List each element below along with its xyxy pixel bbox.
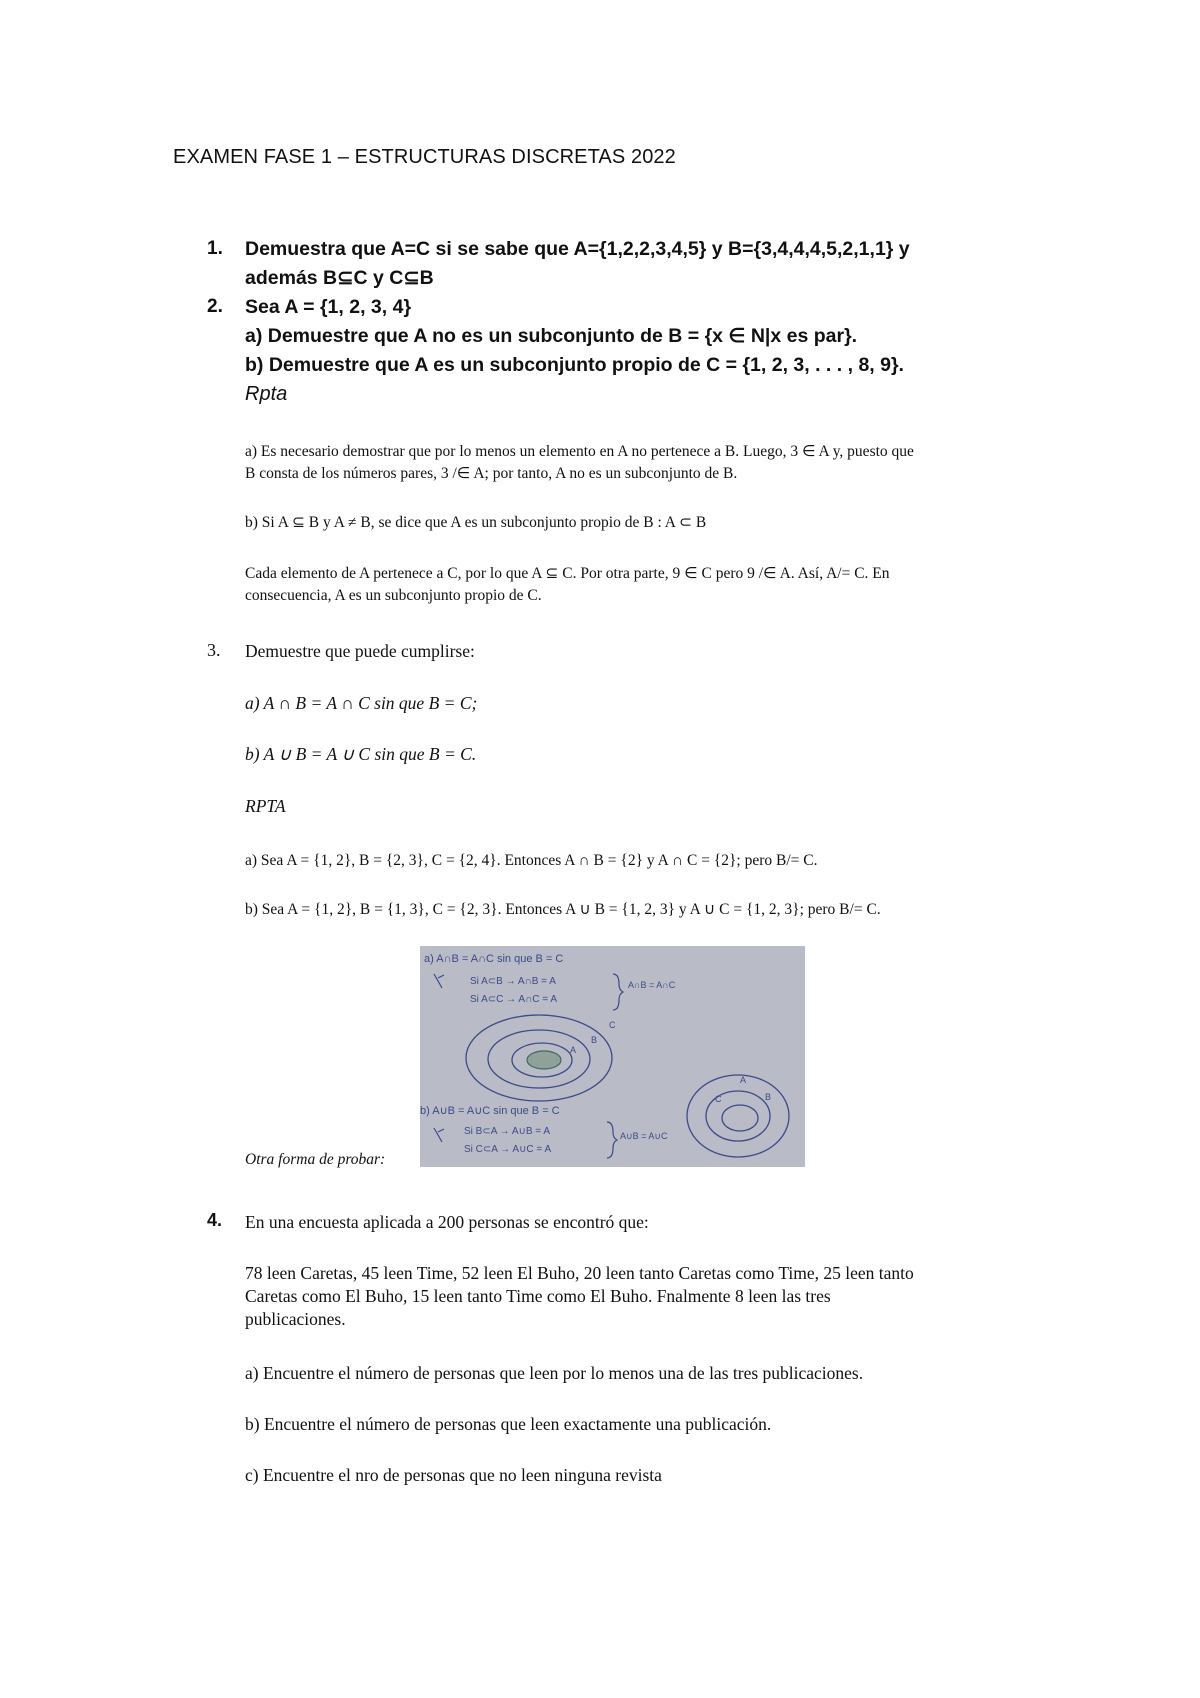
q2-text [245, 293, 904, 380]
q3-number: 3. [207, 640, 221, 660]
q4-paragraph [245, 1262, 1045, 1331]
photo-venn-label-a: A [570, 1045, 577, 1055]
q2-intro: Sea A = {1, 2, 3, 4} [245, 296, 412, 318]
photo-venn2-label-a: A [740, 1075, 747, 1085]
exam-title: EXAMEN FASE 1 – ESTRUCTURAS DISCRETAS 2022 [173, 146, 676, 168]
photo-venn-label-b: B [591, 1035, 598, 1045]
q4-part-a: a) Encuentre el número de personas que leen por lo menos una de las tres publicaciones. [245, 1363, 864, 1383]
q2-answer-b: b) Si A ⊆ B y A ≠ B, se dice que A es un subconjunto propio de B : A ⊂ B [245, 514, 707, 531]
q2-part-a: a) Demuestre que A no es un subconjunto de B = {x ∈ N|x es par}. [245, 325, 858, 347]
q2-answer-c [245, 563, 1045, 607]
q3-intro: Demuestre que puede cumplirse: [245, 641, 475, 661]
q1-number: 1. [207, 238, 223, 259]
photo-venn2-label-b: B [765, 1092, 772, 1102]
q4-paragraph-line3: publicaciones. [245, 1309, 346, 1329]
q2-answer-a [245, 441, 1045, 485]
q2-rpta-label: Rpta [245, 383, 288, 405]
q4-paragraph-line2: Caretas como El Buho, 15 leen tanto Time como El Buho. Fnalmente 8 leen las tres [245, 1286, 831, 1306]
photo-venn-label-c: C [609, 1020, 616, 1030]
q4-paragraph-line1: 78 leen Caretas, 45 leen Time, 52 leen El Buho, 20 leen tanto Caretas como Time, 25 leen tanto [245, 1263, 914, 1283]
q4-number: 4. [207, 1210, 223, 1230]
q3-answer-a: a) Sea A = {1, 2}, B = {2, 3}, C = {2, 4}. Entonces A ∩ B = {2} y A ∩ C = {2}; pero B/= C. [245, 852, 818, 869]
photo-b-line1: Si B⊂A → A∪B = A [464, 1126, 551, 1137]
q2-part-b: b) Demuestre que A es un subconjunto propio de C = {1, 2, 3, . . . , 8, 9}. [245, 354, 904, 376]
q2-answer-a-line2: B consta de los números pares, 3 /∈ A; por tanto, A no es un subconjunto de B. [245, 465, 738, 482]
q3-answer-b: b) Sea A = {1, 2}, B = {1, 3}, C = {2, 3}. Entonces A ∪ B = {1, 2, 3} y A ∪ C = {1, 2, 3}; pero B/= C. [245, 901, 881, 918]
q2-number: 2. [207, 296, 223, 317]
q4-intro: En una encuesta aplicada a 200 personas se encontró que: [245, 1212, 649, 1232]
alternative-proof-label: Otra forma de probar: [245, 1151, 386, 1168]
photo-a-result: A∩B = A∩C [628, 980, 676, 990]
photo-a-line1: Si A⊂B → A∩B = A [470, 976, 556, 987]
q3-part-b: b) A ∪ B = A ∪ C sin que B = C. [245, 744, 477, 764]
q1-line1: Demuestra que A=C si se sabe que A={1,2,2,3,4,5} y B={3,4,4,4,5,2,1,1} y [245, 238, 910, 260]
handwritten-proof-photo [420, 946, 805, 1167]
q3-rpta-label: RPTA [245, 796, 286, 816]
q3-part-a: a) A ∩ B = A ∩ C sin que B = C; [245, 693, 478, 713]
q1-line2: además B⊆C y C⊆B [245, 267, 434, 289]
q1-text [245, 235, 910, 293]
photo-b-result: A∪B = A∪C [620, 1131, 668, 1141]
photo-b-heading: b) A∪B = A∪C sin que B = C [420, 1105, 560, 1117]
q2-answer-c-line2: consecuencia, A es un subconjunto propio de C. [245, 587, 542, 604]
q2-answer-a-line1: a) Es necesario demostrar que por lo menos un elemento en A no pertenece a B. Luego, 3 ∈ A y, puesto que [245, 443, 914, 460]
photo-a-line2: Si A⊂C → A∩C = A [470, 994, 557, 1005]
q4-part-c: c) Encuentre el nro de personas que no leen ninguna revista [245, 1465, 662, 1485]
q4-part-b: b) Encuentre el número de personas que leen exactamente una publicación. [245, 1414, 772, 1434]
q2-answer-c-line1: Cada elemento de A pertenece a C, por lo que A ⊆ C. Por otra parte, 9 ∈ C pero 9 /∈ A. Así, A/= C. En [245, 565, 890, 582]
photo-venn2-label-c: C [715, 1094, 722, 1104]
photo-b-line2: Si C⊂A → A∪C = A [464, 1144, 552, 1155]
photo-a-heading: a) A∩B = A∩C sin que B = C [424, 953, 564, 965]
